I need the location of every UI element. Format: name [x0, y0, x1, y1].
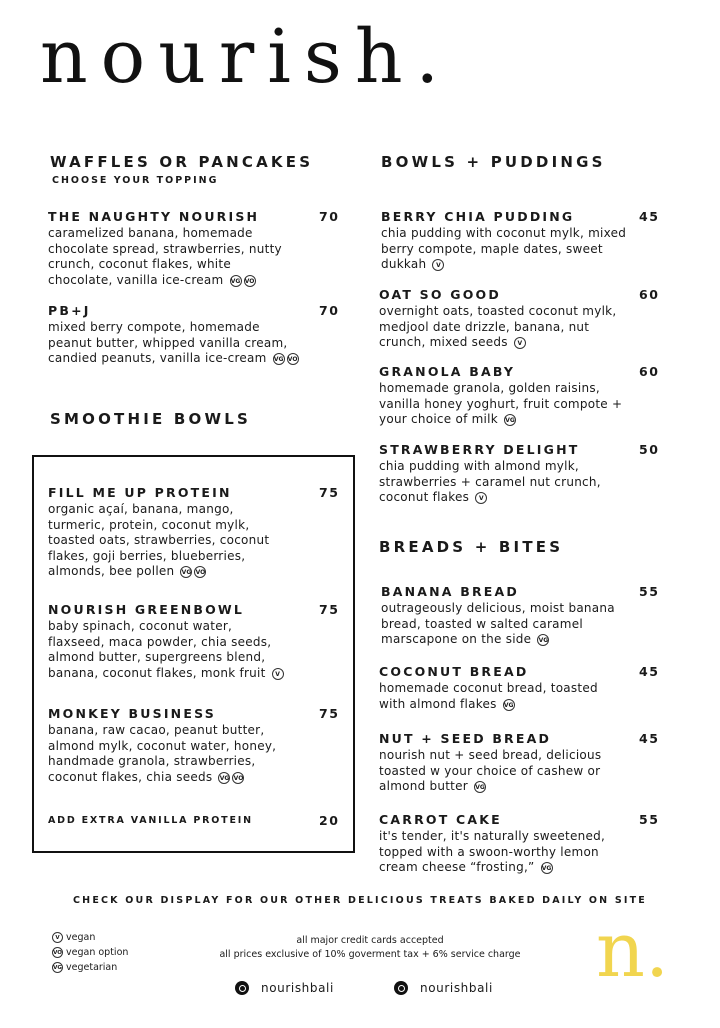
item-name: OAT SO GOOD: [379, 287, 501, 302]
vegetarian-badge-icon: VG: [503, 699, 515, 711]
legend-item: [52, 947, 128, 958]
item-description: [379, 829, 605, 876]
desc-line: caramelized banana, homemade: [48, 226, 253, 240]
vegan-badge-icon: V: [475, 492, 487, 504]
cards-note: all major credit cards accepted: [296, 935, 444, 946]
item-description: [48, 502, 269, 580]
item-description: [379, 748, 601, 795]
legend-item: [52, 962, 117, 973]
item-name: MONKEY BUSINESS: [48, 706, 216, 721]
brand-logo: nourish.: [40, 14, 453, 100]
extra-price: 20: [319, 813, 340, 828]
vegan-badge-icon: V: [432, 259, 444, 271]
desc-line: your choice of milk: [379, 412, 498, 427]
item-description: [48, 320, 299, 367]
vegan-badge-icon: V: [272, 668, 284, 680]
instagram-icon: [235, 981, 249, 995]
display-note: CHECK OUR DISPLAY FOR OUR OTHER DELICIOUS TREATS BAKED DAILY ON SITE: [73, 895, 647, 906]
desc-line: coconut flakes, chia seeds: [48, 769, 213, 784]
legend-label: vegan: [66, 932, 96, 943]
desc-line: almond butter, supergreens blend,: [48, 650, 266, 665]
item-description: [381, 226, 626, 273]
desc-line: banana, coconut flakes, monk fruit: [48, 665, 266, 680]
item-description: [48, 226, 282, 288]
desc-line: overnight oats, toasted coconut mylk,: [379, 304, 617, 318]
instagram-handle: nourishbali: [261, 981, 334, 995]
vegetarian-badge-icon: VG: [180, 566, 192, 578]
desc-line: candied peanuts, vanilla ice-cream: [48, 351, 267, 366]
vegetarian-badge-icon: VG: [537, 634, 549, 646]
item-price: 70: [319, 303, 340, 318]
item-price: 55: [639, 812, 660, 827]
tax-note: all prices exclusive of 10% goverment tax + 6% service charge: [219, 949, 521, 960]
item-price: 60: [639, 364, 660, 379]
section-title-waffles: WAFFLES OR PANCAKES: [50, 153, 314, 171]
extra-name: ADD EXTRA VANILLA PROTEIN: [48, 815, 253, 826]
item-price: 75: [319, 602, 340, 617]
desc-line: berry compote, maple dates, sweet: [381, 241, 603, 256]
desc-line: vanilla honey yoghurt, fruit compote +: [379, 396, 623, 411]
desc-line: marscapone on the side: [381, 632, 532, 647]
item-description: [379, 681, 598, 712]
desc-line: dukkah: [381, 257, 427, 272]
legend-item: [52, 932, 95, 943]
desc-line: crunch, coconut flakes, white: [48, 257, 231, 272]
desc-line: organic açaí, banana, mango,: [48, 502, 234, 516]
item-description: [379, 459, 601, 506]
desc-line: homemade granola, golden raisins,: [379, 381, 600, 395]
vegetarian-badge-icon: VG: [230, 275, 242, 287]
item-price: 75: [319, 485, 340, 500]
vegetarian-badge-icon: VG: [541, 862, 553, 874]
desc-line: crunch, mixed seeds: [379, 335, 508, 350]
desc-line: baby spinach, coconut water,: [48, 619, 233, 633]
desc-line: cream cheese “frosting,”: [379, 860, 535, 875]
vegetarian-badge-icon: VG: [504, 414, 516, 426]
desc-line: toasted w your choice of cashew or: [379, 763, 601, 778]
vegetarian-badge-icon: VG: [218, 772, 230, 784]
desc-line: chocolate spread, strawberries, nutty: [48, 241, 282, 256]
vegan-option-badge-icon: VO: [287, 353, 299, 365]
item-description: [48, 723, 276, 785]
desc-line: chia pudding with almond mylk,: [379, 459, 579, 473]
item-price: 45: [639, 664, 660, 679]
desc-line: flakes, goji berries, blueberries,: [48, 548, 246, 563]
vegan-option-badge-icon: VO: [232, 772, 244, 784]
desc-line: bread, toasted w salted caramel: [381, 616, 583, 631]
vegetarian-badge-icon: VG: [273, 353, 285, 365]
section-subtitle-waffles: CHOOSE YOUR TOPPING: [52, 175, 219, 186]
item-name: NUT + SEED BREAD: [379, 731, 552, 746]
facebook-icon: [394, 981, 408, 995]
item-description: [379, 381, 622, 428]
item-name: COCONUT BREAD: [379, 664, 529, 679]
desc-line: chocolate, vanilla ice-cream: [48, 272, 224, 287]
item-price: 75: [319, 706, 340, 721]
facebook-handle: nourishbali: [420, 981, 493, 995]
facebook-link[interactable]: [394, 981, 493, 995]
item-name: BERRY CHIA PUDDING: [381, 209, 575, 224]
item-price: 45: [639, 731, 660, 746]
item-name: FILL ME UP PROTEIN: [48, 485, 232, 500]
desc-line: homemade coconut bread, toasted: [379, 681, 598, 695]
item-description: [381, 601, 615, 648]
desc-line: almonds, bee pollen: [48, 564, 175, 579]
desc-line: mixed berry compote, homemade: [48, 320, 260, 334]
brand-mark: n.: [596, 905, 670, 994]
item-name: STRAWBERRY DELIGHT: [379, 442, 580, 457]
item-name: BANANA BREAD: [381, 584, 519, 599]
desc-line: medjool date drizzle, banana, nut: [379, 319, 590, 334]
desc-line: chia pudding with coconut mylk, mixed: [381, 226, 627, 240]
desc-line: flaxseed, maca powder, chia seeds,: [48, 634, 272, 649]
vegan-badge-icon: V: [514, 337, 526, 349]
vegetarian-badge-icon: VG: [474, 781, 486, 793]
item-price: 50: [639, 442, 660, 457]
desc-line: it's tender, it's naturally sweetened,: [379, 829, 606, 843]
item-name: NOURISH GREENBOWL: [48, 602, 245, 617]
desc-line: with almond flakes: [379, 696, 497, 711]
desc-line: nourish nut + seed bread, delicious: [379, 748, 602, 762]
item-price: 45: [639, 209, 660, 224]
desc-line: coconut flakes: [379, 490, 470, 505]
item-name: CARROT CAKE: [379, 812, 502, 827]
desc-line: peanut butter, whipped vanilla cream,: [48, 335, 288, 350]
desc-line: topped with a swoon-worthy lemon: [379, 844, 599, 859]
desc-line: outrageously delicious, moist banana: [381, 601, 615, 615]
item-name: THE NAUGHTY NOURISH: [48, 209, 260, 224]
vegan-option-badge-icon: VO: [194, 566, 206, 578]
item-price: 60: [639, 287, 660, 302]
section-title-breads: BREADS + BITES: [379, 538, 564, 556]
section-title-smoothie: SMOOTHIE BOWLS: [50, 410, 251, 428]
desc-line: banana, raw cacao, peanut butter,: [48, 723, 265, 737]
item-description: [379, 304, 616, 351]
legend-label: vegan option: [66, 947, 129, 958]
section-title-bowls: BOWLS + PUDDINGS: [381, 153, 606, 171]
item-price: 70: [319, 209, 340, 224]
vegan-option-badge-icon: VO: [52, 947, 63, 958]
item-price: 55: [639, 584, 660, 599]
desc-line: strawberries + caramel nut crunch,: [379, 474, 601, 489]
item-name: PB+J: [48, 303, 91, 318]
vegan-badge-icon: V: [52, 932, 63, 943]
desc-line: turmeric, protein, coconut mylk,: [48, 517, 250, 532]
desc-line: toasted oats, strawberries, coconut: [48, 533, 270, 548]
instagram-link[interactable]: [235, 981, 334, 995]
legend-label: vegetarian: [66, 962, 118, 973]
desc-line: handmade granola, strawberries,: [48, 754, 256, 769]
vegetarian-badge-icon: VG: [52, 962, 63, 973]
item-name: GRANOLA BABY: [379, 364, 516, 379]
vegan-option-badge-icon: VO: [244, 275, 256, 287]
desc-line: almond butter: [379, 779, 468, 794]
desc-line: almond mylk, coconut water, honey,: [48, 738, 277, 753]
item-description: [48, 619, 284, 681]
